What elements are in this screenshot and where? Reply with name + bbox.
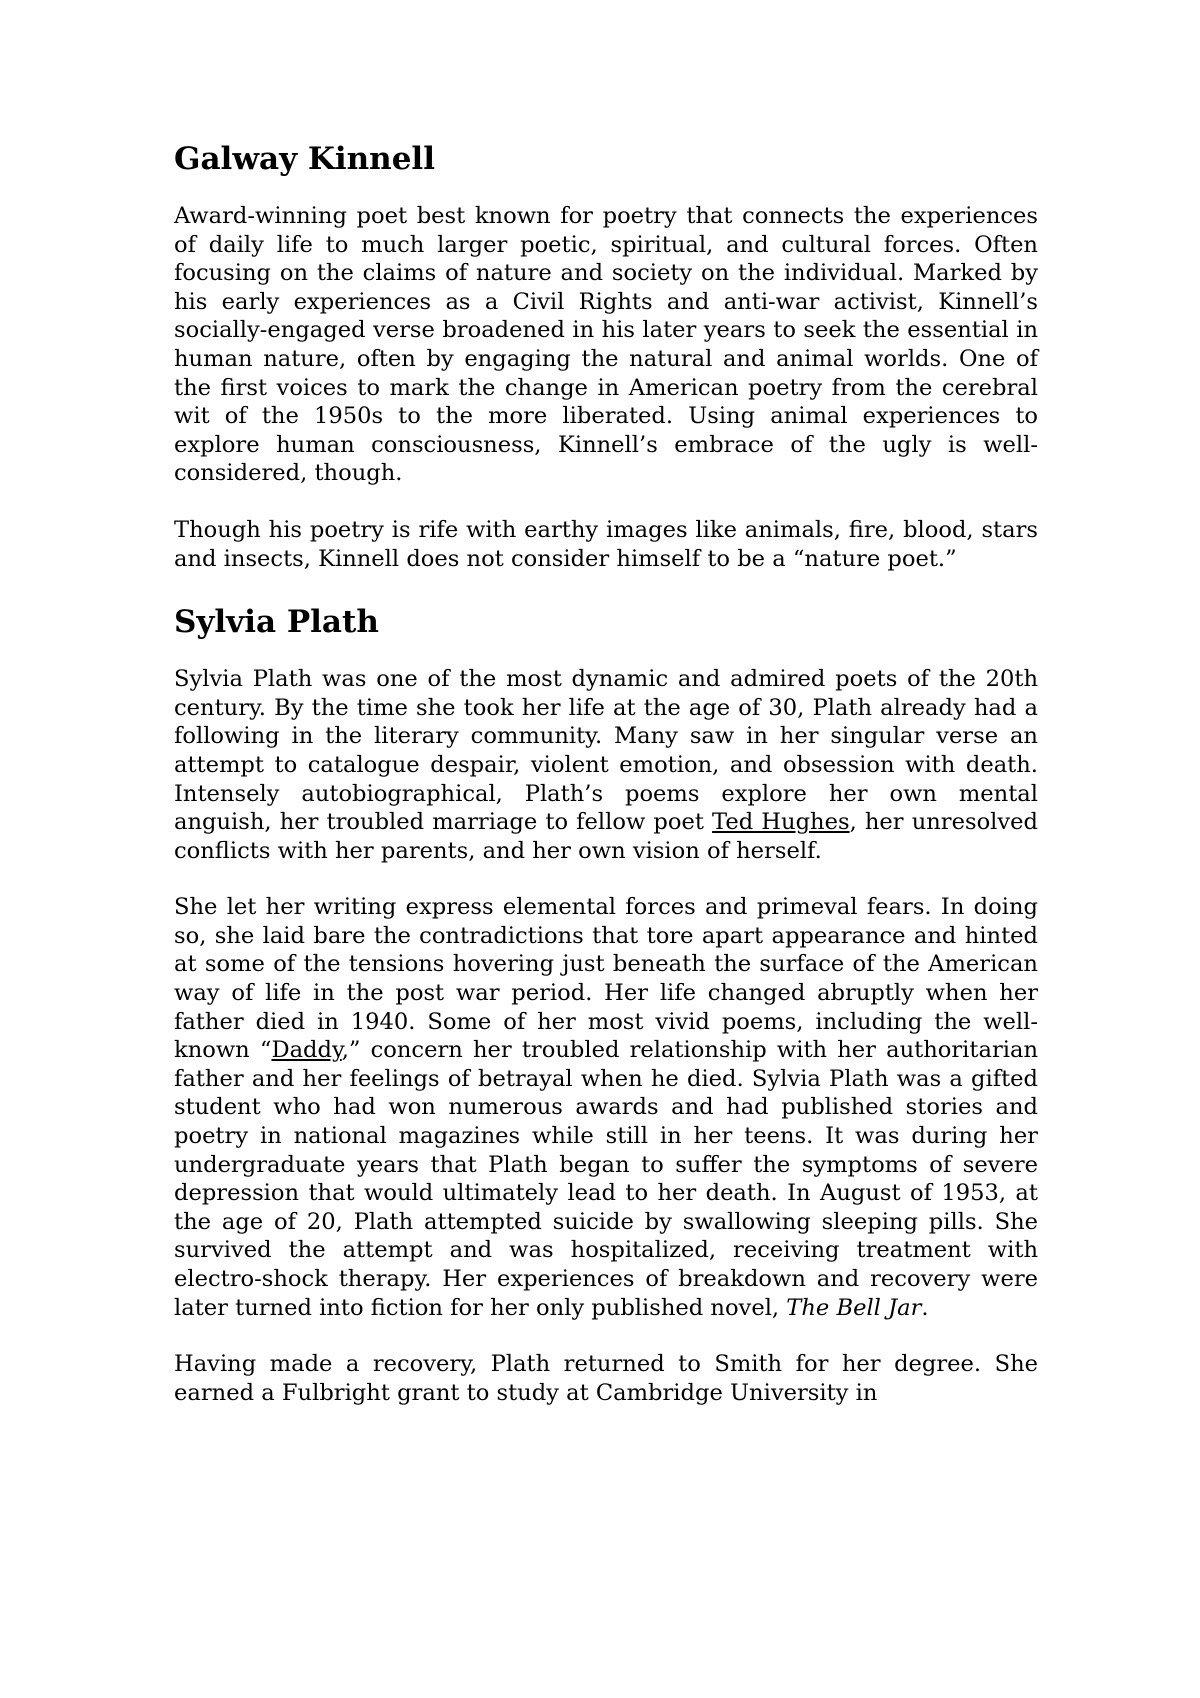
plath-paragraph-1 [174,665,1038,865]
bell-jar-title: The Bell Jar [786,1294,922,1321]
plath-p2-text-end: . [921,1294,929,1321]
plath-paragraph-3: Having made a recovery, Plath returned to Smith for her degree. She earned a Fulbright grant to study at Cambridge University in [174,1351,1038,1406]
daddy-link[interactable]: Daddy [271,1037,342,1064]
plath-p1-text-a: Sylvia Plath was one of the most dynamic and admired poets of the 20th century. By the time she took her life at the age of 30, Plath already had a following in the literary community. Many saw in her singular verse an attempt to catalogue despair, violent emotion, and obsession with death. Intensely autobiographical, Plath’s poems explore her own mental anguish, her troubled marriage to fellow poet [174,666,1038,836]
plath-p2-text-a: She let her writing express elemental forces and primeval fears. In doing so, she laid bare the contradictions that tore apart appearance and hinted at some of the tensions hovering just beneath the surface of the American way of life in the post war period. Her life changed abruptly when her father died in 1940. Some of her most vivid poems, including the well-known “ [174,894,1038,1064]
document-page [174,140,1038,1435]
section-heading-sylvia-plath: Sylvia Plath [174,604,379,641]
plath-p1-text-b: , her unresolved conflicts with her parents, and her own vision of herself. [174,809,1038,864]
kinnell-paragraph-2: Though his poetry is rife with earthy images like animals, fire, blood, stars and insects, Kinnell does not consider himself to be a “nature poet.” [174,516,1038,572]
plath-p2-text-b: ,” concern her troubled relationship with her authoritarian father and her feelings of betrayal when he died. Sylvia Plath was a gifted student who had won numerous awards and had published stories and poetry in national magazines while still in her teens. It was during her undergraduate years that Plath began to suffer the symptoms of severe depression that would ultimately lead to her death. In August of 1953, at the age of 20, Plath attempted suicide by swallowing sleeping pills. She survived the attempt and was hospitalized, receiving treatment with electro-shock therapy. Her experiences of breakdown and recovery were later turned into fiction for her only published novel, [174,1037,1038,1321]
section-heading-galway-kinnell: Galway Kinnell [174,141,435,177]
plath-paragraph-2 [174,893,1038,1322]
kinnell-paragraph-1: Award-winning poet best known for poetry that connects the experiences of daily life to much larger poetic, spiritual, and cultural forces. Often focusing on the claims of nature and society on the individual. Marked by his early experiences as a Civil Rights and anti-war activist, Kinnell’s socially-engaged verse broadened in his later years to seek the essential in human nature, often by engaging the natural and animal worlds. One of the first voices to mark the change in American poetry from the cerebral wit of the 1950s to the more liberated. Using animal experiences to explore human consciousness, Kinnell’s embrace of the ugly is well-considered, though. [174,203,1038,487]
ted-hughes-link[interactable]: Ted Hughes [712,809,850,836]
